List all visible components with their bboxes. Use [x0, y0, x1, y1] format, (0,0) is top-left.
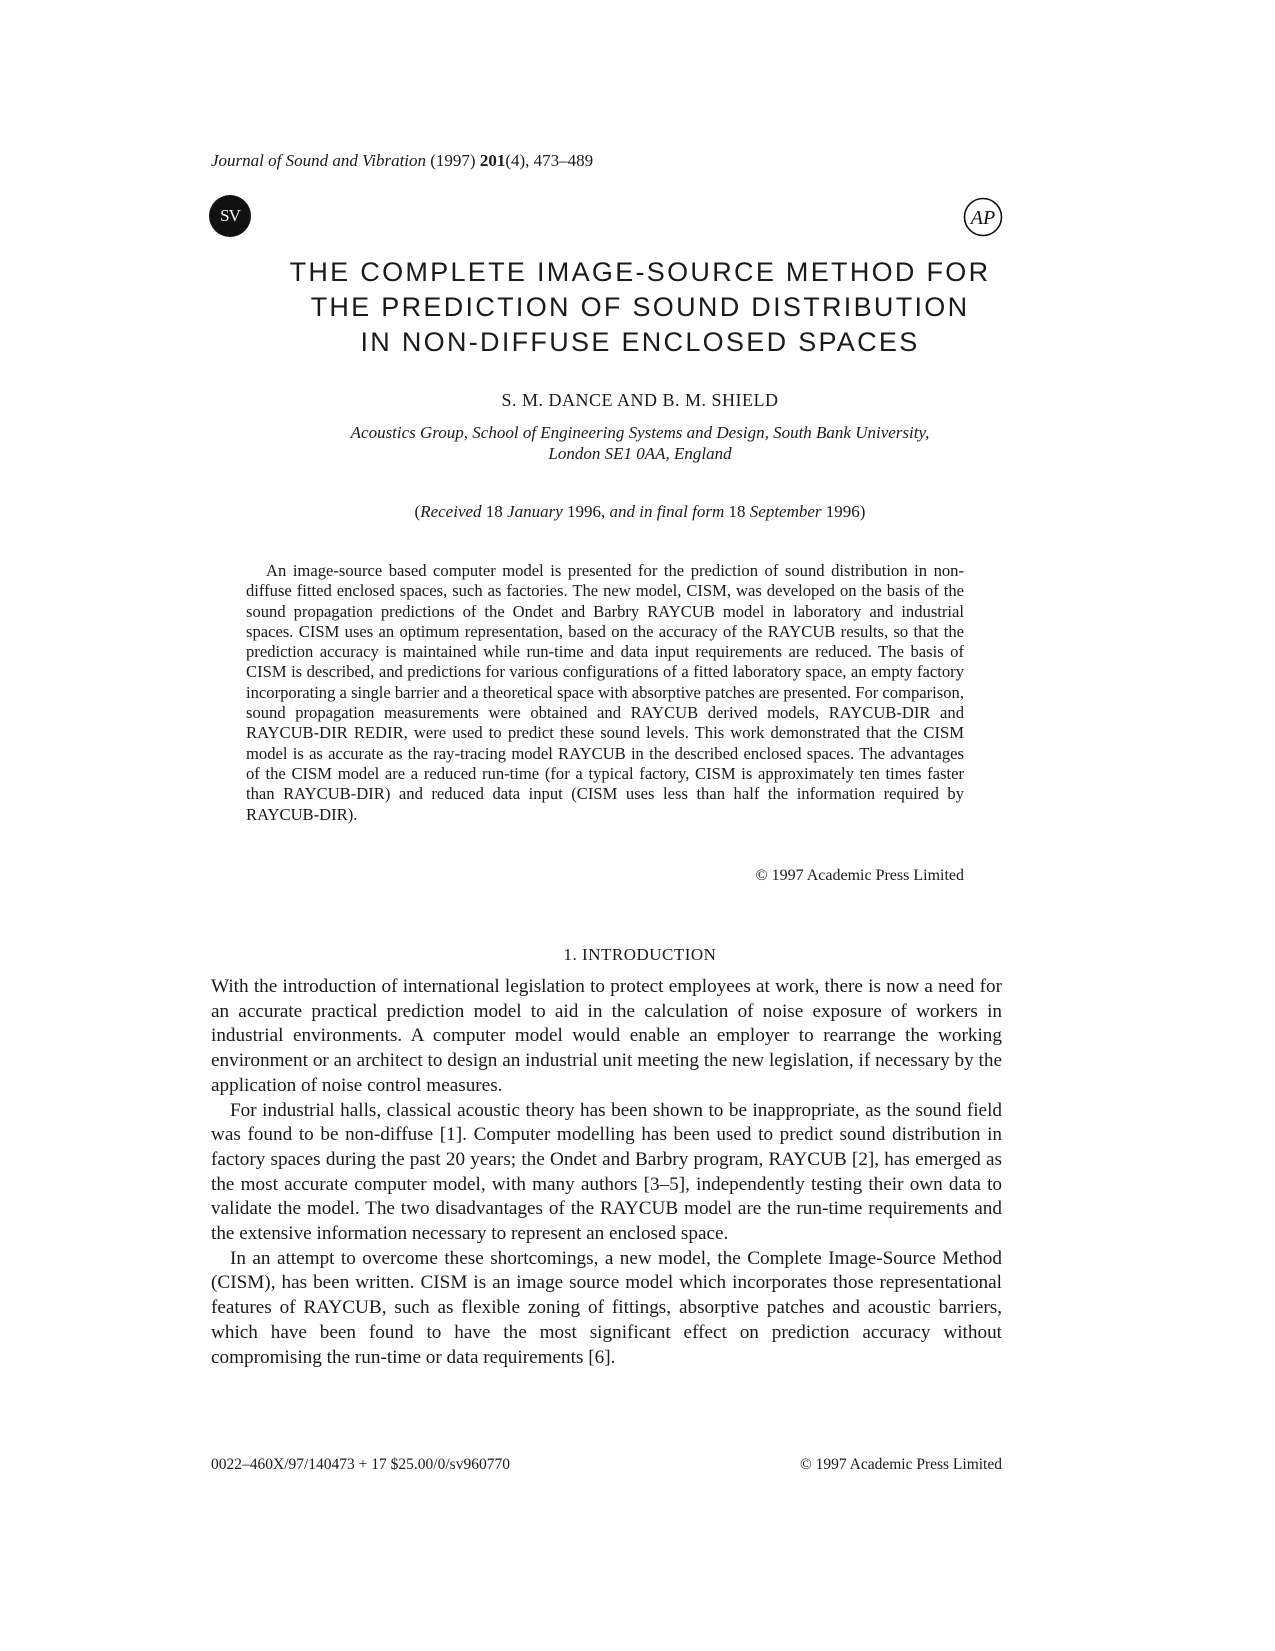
journal-issue-pages: (4), 473–489 — [505, 151, 594, 170]
journal-year: (1997) — [430, 151, 476, 170]
abstract-text: An image-source based computer model is presented for the prediction of sound distribution in non-diffuse fitted enclosed spaces, such as factories. The new model, CISM, was developed on the basis of the sound propagation predictions of the Ondet and Barbry RAYCUB model in laboratory and industrial spaces. CISM uses an optimum representation, based on the accuracy of the RAYCUB results, so that the prediction accuracy is maintained while run-time and data input requirements are reduced. The basis of CISM is described, and predictions for various configurations of a fitted laboratory space, an empty factory incorporating a single barrier and a theoretical space with absorptive patches are presented. For comparison, sound propagation measurements were obtained and RAYCUB derived models, RAYCUB-DIR and RAYCUB-DIR REDIR, were used to predict these sound levels. This work demonstrated that the CISM model is as accurate as the ray-tracing model RAYCUB in the described enclosed spaces. The advantages of the CISM model are a reduced run-time (for a typical factory, CISM is approximately ten times faster than RAYCUB-DIR) and reduced data input (CISM uses less than half the information required by RAYCUB-DIR). — [246, 561, 964, 824]
sv-logo-icon — [209, 195, 251, 237]
title-line-2: THE PREDICTION OF SOUND DISTRIBUTION — [310, 292, 970, 322]
paragraph: With the introduction of international legislation to protect employees at work, there is now a need for an accurate practical prediction model to aid in the calculation of noise exposure of workers in industrial environments. A computer model would enable an employer to rearrange the working environment or an architect to design an industrial unit meeting the new legislation, if necessary by the application of noise control measures. — [211, 976, 1002, 1096]
received-open: ( — [414, 502, 421, 521]
section-body — [211, 975, 1002, 1370]
journal-volume: 201 — [479, 151, 506, 170]
affiliation-line-1: Acoustics Group, School of Engineering Systems and Design, South Bank University, — [350, 423, 930, 442]
received-month: January — [507, 502, 563, 521]
ap-logo-icon — [963, 197, 1003, 237]
received-dates — [160, 502, 1120, 522]
paragraph: In an attempt to overcome these shortcomings, a new model, the Complete Image-Source Method (CISM), has been written. CISM is an image source model which incorporates those representational features of RAYCUB, such as flexible zoning of fittings, absorptive patches and acoustic barriers, which have been found to have the most significant effect on prediction accuracy without compromising the run-time or data requirements [6]. — [211, 1247, 1002, 1368]
affiliation — [160, 422, 1120, 464]
journal-name: Journal of Sound and Vibration — [211, 151, 427, 170]
received-day: 18 — [481, 502, 508, 521]
section-heading: 1. INTRODUCTION — [563, 945, 717, 964]
final-year: 1996) — [821, 502, 866, 521]
authors: S. M. DANCE AND B. M. SHIELD — [501, 390, 779, 410]
footer-copyright: © 1997 Academic Press Limited — [799, 1456, 1002, 1473]
received-year: 1996, — [562, 502, 610, 521]
footer-code: 0022–460X/97/140473 + 17 $25.00/0/sv960770 — [211, 1456, 510, 1473]
journal-citation — [211, 151, 593, 171]
sv-logo-text: SV — [220, 206, 240, 225]
title-line-1: THE COMPLETE IMAGE-SOURCE METHOD FOR — [289, 257, 991, 287]
received-label: Received — [420, 502, 482, 521]
affiliation-line-2: London SE1 0AA, England — [548, 444, 732, 463]
abstract-copyright: © 1997 Academic Press Limited — [755, 867, 964, 884]
ap-logo-text: AP — [970, 207, 996, 229]
title-line-3: IN NON-DIFFUSE ENCLOSED SPACES — [360, 327, 920, 357]
final-month: September — [749, 502, 822, 521]
final-day: 18 — [724, 502, 750, 521]
paragraph: For industrial halls, classical acoustic theory has been shown to be inappropriate, as the sound field was found to be non-diffuse [1]. Computer modelling has been used to predict sound distribution in factory spaces during the past 20 years; the Ondet and Barbry program, RAYCUB [2], has emerged as the most accurate computer model, with many authors [3–5], independently testing their own data to validate the model. The two disadvantages of the RAYCUB model are the run-time requirements and the extensive information necessary to represent an enclosed space. — [211, 1099, 1002, 1245]
paper-title — [160, 255, 1120, 360]
final-form-label: and in final form — [609, 502, 725, 521]
